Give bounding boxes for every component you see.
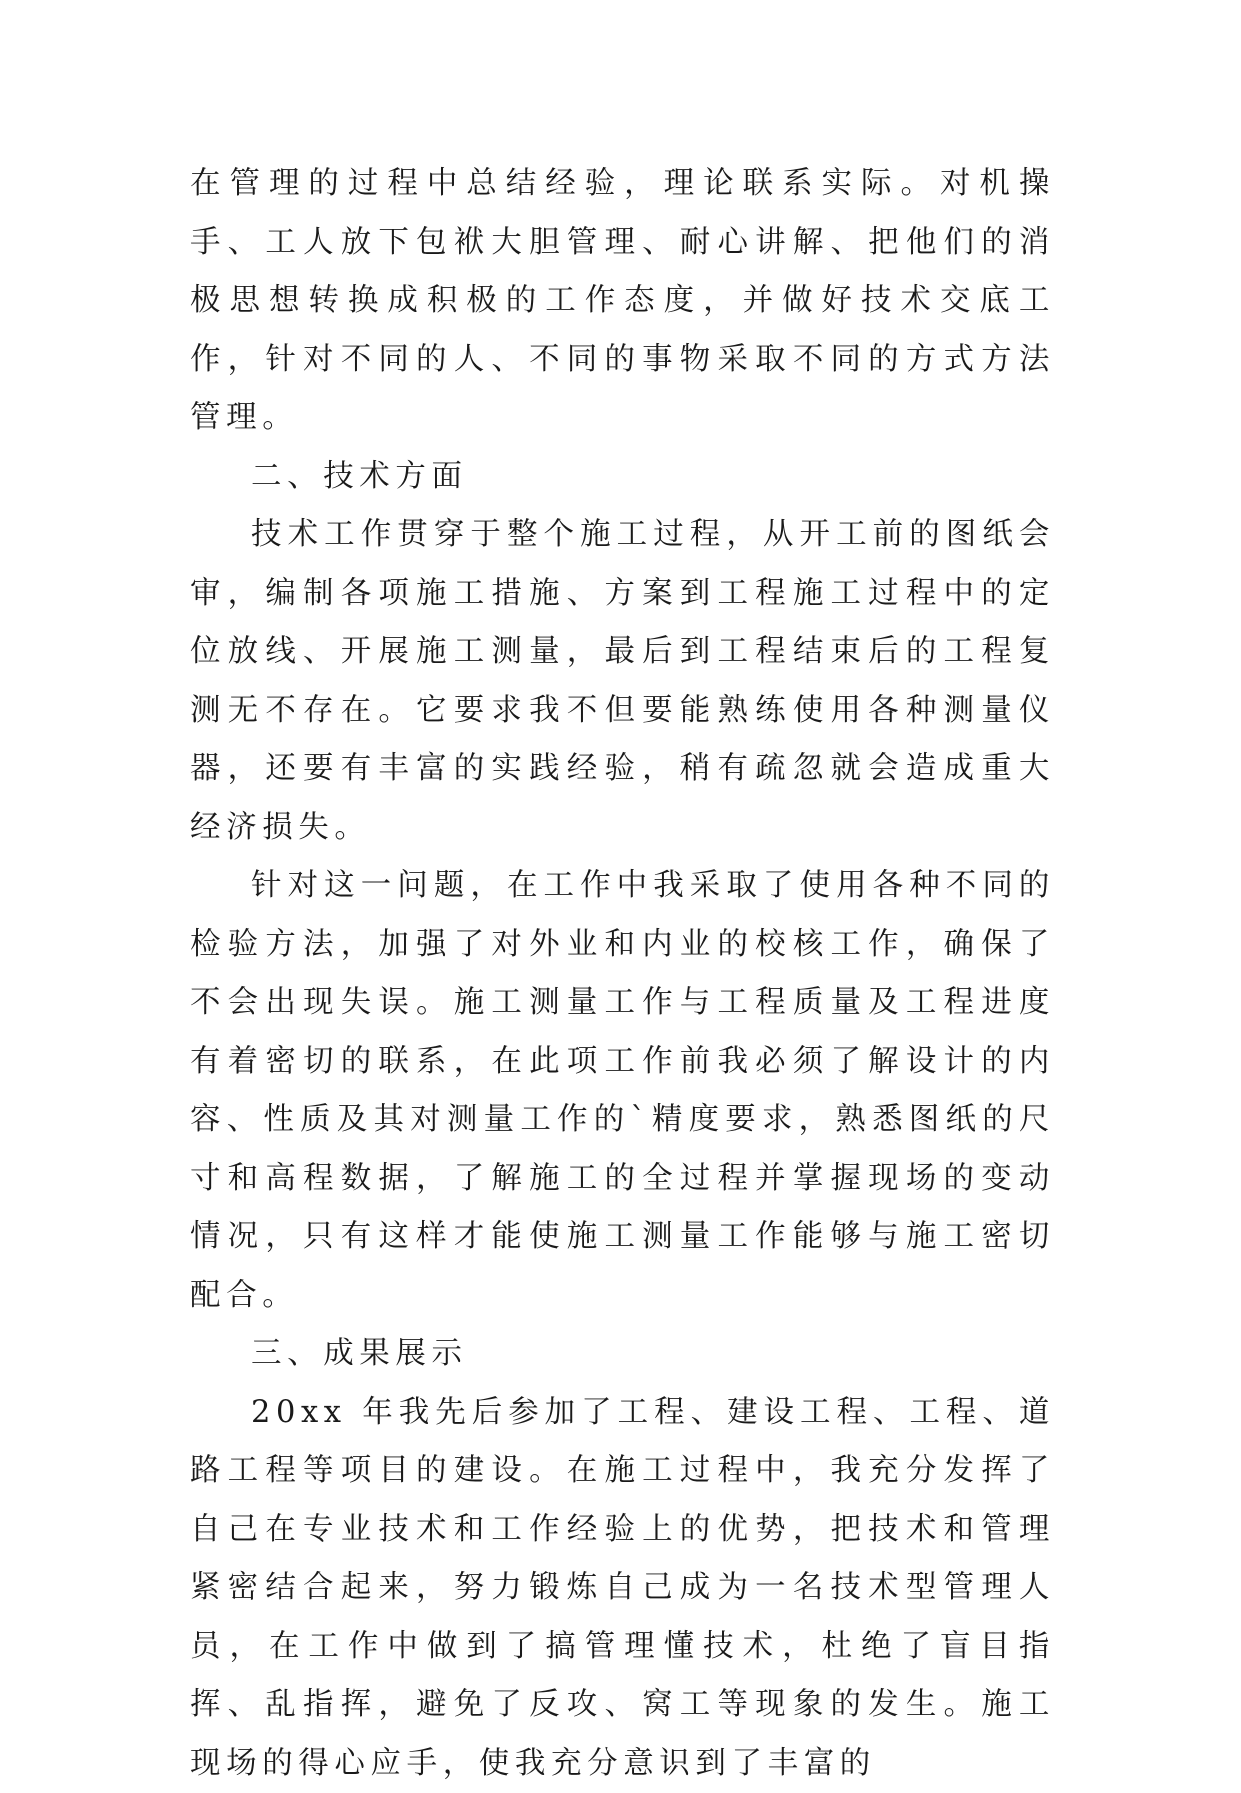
section-heading-technology: 二、技术方面 <box>190 448 1055 507</box>
section-heading-results: 三、成果展示 <box>190 1325 1055 1384</box>
paragraph-project-results: 20xx 年我先后参加了工程、建设工程、工程、道路工程等项目的建设。在施工过程中，我充分发挥了自己在专业技术和工作经验上的优势，把技术和管理紧密结合起来，努力锻炼自己成为一名技术型管理人员，在工作中做到了搞管理懂技术，杜绝了盲目指挥、乱指挥，避免了反攻、窝工等现象的发生。施工现场的得心应手，使我充分意识到了丰富的 <box>190 1384 1055 1793</box>
paragraph-technology-work: 技术工作贯穿于整个施工过程，从开工前的图纸会审，编制各项施工措施、方案到工程施工过程中的定位放线、开展施工测量，最后到工程结束后的工程复测无不存在。它要求我不但要能熟练使用各种测量仪器，还要有丰富的实践经验，稍有疏忽就会造成重大经济损失。 <box>190 506 1055 857</box>
document-body <box>190 155 1055 1793</box>
paragraph-management-continuation: 在管理的过程中总结经验，理论联系实际。对机操手、工人放下包袱大胆管理、耐心讲解、把他们的消极思想转换成积极的工作态度，并做好技术交底工作，针对不同的人、不同的事物采取不同的方式方法管理。 <box>190 155 1055 448</box>
paragraph-inspection-methods: 针对这一问题，在工作中我采取了使用各种不同的检验方法，加强了对外业和内业的校核工作，确保了不会出现失误。施工测量工作与工程质量及工程进度有着密切的联系，在此项工作前我必须了解设计的内容、性质及其对测量工作的`精度要求，熟悉图纸的尺寸和高程数据，了解施工的全过程并掌握现场的变动情况，只有这样才能使施工测量工作能够与施工密切配合。 <box>190 857 1055 1325</box>
